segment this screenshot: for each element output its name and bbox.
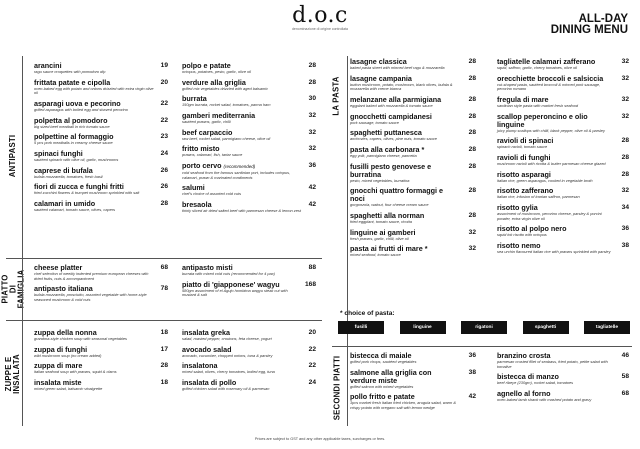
- zuppe-col-2: [182, 329, 316, 396]
- menu-item-name-text: polpetta al pomodoro: [34, 115, 108, 125]
- menu-item-name-text: polpettine al formaggio: [34, 132, 114, 142]
- menu-item-name-text: ravioli di spinaci: [497, 136, 554, 146]
- menu-item-name-text: caprese di bufala: [34, 165, 93, 175]
- menu-item: [497, 171, 629, 184]
- menu-item: [497, 373, 629, 386]
- menu-item-name-text: salumi: [182, 183, 205, 193]
- pasta-col-2: [497, 58, 629, 259]
- menu-item-price: 24: [308, 379, 316, 387]
- menu-item: [350, 393, 476, 410]
- menu-item: [497, 242, 629, 255]
- menu-item-description: sea urchin flavoured italian rice with prawns sprinkled with parsley: [497, 248, 611, 254]
- menu-item-name-text: pasta alla carbonara: [350, 144, 420, 154]
- section-label-antipasti: ANTIPASTI: [8, 134, 17, 178]
- menu-item-description: squid, saffron, garlic, cherry tomatoes, olive oil: [497, 65, 578, 70]
- menu-item: [34, 200, 168, 213]
- menu-item-name-text: pollo fritto e patate: [350, 392, 415, 402]
- menu-item-price: 24: [160, 149, 168, 157]
- menu-item-price: 88: [308, 264, 316, 271]
- menu-item: [34, 133, 168, 146]
- menu-item-description: parmesan crusted fillet of seabass, fried potato, petite salad with tomalive: [497, 359, 608, 369]
- menu-item-description: raw beef, rocket salad, parmigiano cheese, olive oil: [182, 135, 271, 141]
- menu-title-line1: ALL-DAY: [578, 13, 628, 25]
- menu-item-name-text: linguine ai gamberi: [350, 227, 416, 237]
- menu-item-name-text: insalatona: [182, 361, 218, 371]
- menu-item-description: salad, roasted pepper, croutons, feta cheese, yogurt: [182, 336, 272, 341]
- menu-item: [497, 204, 629, 221]
- menu-item-price: 28: [468, 187, 476, 195]
- menu-item-price: 17: [160, 345, 168, 353]
- menu-item-name-text: zuppa di funghi: [34, 344, 88, 354]
- menu-item-price: 20: [160, 78, 168, 86]
- menu-item-price: 22: [160, 99, 168, 107]
- menu-item-price: 42: [308, 184, 316, 192]
- menu-item-name-text: porto cervo: [182, 161, 222, 171]
- menu-item-name-text: calamari in umido: [34, 199, 96, 208]
- menu-item-name-text: fritto misto: [182, 144, 220, 154]
- menu-item-name-text: fiori di zucca e funghi fritti: [34, 182, 124, 192]
- menu-item-description: grilled chicken salad with rosemary oil & parmesan: [182, 386, 270, 392]
- section-label-zuppe-e-insalata: ZUPPE E INSALATA: [4, 354, 21, 394]
- menu-item: [497, 58, 629, 71]
- menu-item: [350, 245, 476, 258]
- menu-item: [350, 129, 476, 142]
- menu-item-price: 26: [160, 166, 168, 174]
- menu-item-price: 28: [468, 129, 476, 137]
- menu-item: [34, 79, 168, 96]
- menu-item-price: 19: [160, 62, 168, 69]
- menu-item-price: 23: [160, 133, 168, 141]
- menu-item-name-text: gnocchi quattro formaggi e noci: [350, 186, 444, 204]
- section-label-secondi-piatti: SECONDI PIATTI: [332, 355, 342, 421]
- menu-item-price: 28: [468, 212, 476, 219]
- menu-item-description: baked pasta sheet with minced beef ragu & mozzarella: [350, 65, 445, 70]
- menu-item: [497, 96, 629, 109]
- menu-item: [350, 163, 476, 184]
- menu-item-description: button mushroom, potato, mushroom, black olives, bufala & mozzarella with creme bianca: [350, 81, 453, 92]
- menu-item: [350, 58, 476, 71]
- menu-item-name: [497, 113, 629, 129]
- menu-item-description: italian rice, green asparagus, cooked in vegetable broth: [497, 177, 593, 183]
- menu-item-price: 68: [621, 389, 629, 397]
- menu-item-name-text: risotto asparagi: [497, 169, 551, 179]
- menu-item: [182, 329, 316, 342]
- secondi-col-2: [497, 352, 629, 407]
- menu-item-price: 28: [468, 74, 476, 82]
- menu-item-price: 36: [621, 225, 629, 233]
- menu-item-name-text: insalata di pollo: [182, 378, 237, 388]
- menu-item: [34, 379, 168, 392]
- menu-item-name-text: beef carpaccio: [182, 127, 233, 137]
- menu-item-description: bufala mozzarella, prosciutto, assorted vegetable with home-style seasoned mushroom & cold cuts: [34, 292, 147, 302]
- menu-item-price: 38: [468, 368, 476, 376]
- menu-item-description: 150gm burrata, rocket salad, tomatoes, parma ham: [182, 102, 271, 108]
- menu-item-description: chef selection of weekly indented premium european cheeses with dried fruits, nuts & accompaniment: [34, 271, 149, 281]
- menu-item-description: grilled asparagus with boiled egg and shaved pecorino: [34, 106, 128, 112]
- menu-title: [551, 14, 628, 36]
- section-label-la-pasta: LA PASTA: [332, 76, 342, 116]
- menu-item: [182, 362, 316, 375]
- menu-item-description: 5 pcs pork meatballs in creamy cheese sauce: [34, 140, 113, 146]
- menu-item-price: 28: [468, 162, 476, 170]
- menu-title-line2: DINING MENU: [550, 24, 628, 36]
- menu-item-name-text: salmone alla griglia con verdure miste: [350, 367, 432, 385]
- menu-item-description: avocado, cucumber, chopped onions, tuna & parsley: [182, 352, 273, 358]
- menu-item-price: 78: [160, 285, 168, 293]
- menu-item-price: 28: [308, 62, 316, 69]
- menu-item: [497, 137, 629, 150]
- menu-item-name-text: bistecca di manzo: [497, 372, 559, 382]
- menu-item-name-text: branzino crosta: [497, 351, 551, 360]
- menu-item-price: 22: [308, 345, 316, 353]
- menu-item-name: [350, 369, 476, 385]
- menu-item: [182, 162, 316, 180]
- menu-item-description: grilled mix vegetables drizzled with aged balsamic: [182, 85, 269, 91]
- menu-item-description: prawns, calamari, fish, tartar sauce: [182, 152, 243, 158]
- menu-item: [34, 117, 168, 130]
- menu-item-price: 28: [621, 170, 629, 178]
- zuppe-col-1: [34, 329, 168, 396]
- menu-item: [34, 362, 168, 375]
- menu-item-price: 28: [621, 137, 629, 145]
- menu-item: [350, 369, 476, 390]
- menu-item: [182, 145, 316, 158]
- menu-item: [182, 79, 316, 92]
- menu-item: [350, 212, 476, 225]
- menu-item-recommended: (recommended): [223, 164, 256, 170]
- menu-item-price: 168: [304, 280, 316, 288]
- menu-item-price: 28: [468, 145, 476, 153]
- menu-item-name-text: insalata greka: [182, 328, 230, 337]
- menu-item-description: burrata with mixed cold cuts (recommended for 4 pax): [182, 271, 275, 276]
- menu-item-name-text: cheese platter: [34, 263, 83, 272]
- menu-item-price: 28: [621, 153, 629, 161]
- logo-mark: d.o.c: [292, 3, 348, 28]
- menu-item-name-text: arancini: [34, 61, 62, 70]
- menu-item-name-text: fregula di mare: [497, 94, 549, 104]
- menu-item-price: 46: [621, 352, 629, 359]
- menu-item-name-text: gnocchetti campidanesi: [350, 111, 432, 121]
- menu-item-description: sautéed calamari, tomato sauce, olives, capers: [34, 207, 116, 212]
- menu-item-price: 28: [308, 78, 316, 86]
- menu-item-price: 18: [160, 329, 168, 336]
- menu-item-price: 30: [308, 95, 316, 103]
- menu-item-price: 42: [468, 393, 476, 401]
- menu-item-price: 32: [621, 95, 629, 103]
- menu-item-description: 580gm assortment of el Agujo hombima wagyu steak cut with mustard & salt: [182, 287, 288, 298]
- menu-item-name-text: burrata: [182, 94, 207, 104]
- menu-item-description: sautéed prawns, garlic, chilli: [182, 119, 231, 125]
- menu-item: [182, 95, 316, 108]
- menu-item-description: sardinian style pasta with market fresh seafood: [497, 102, 579, 108]
- menu-item: [182, 379, 316, 392]
- menu-item: [34, 264, 168, 281]
- section-label-piatto-di-famiglia: PIATTO DI FAMIGLIA: [0, 269, 26, 309]
- menu-item-description: mixed salad, olives, cherry tomatoes, boiled egg, tuna: [182, 369, 275, 375]
- menu-item-price: 34: [621, 204, 629, 211]
- menu-item: [34, 285, 168, 302]
- menu-item: [182, 184, 316, 197]
- menu-item-price: 28: [468, 112, 476, 120]
- menu-item-description: sautéed spinach with olive oil, garlic, mushrooms: [34, 156, 119, 162]
- menu-item-description: pesto, mixed vegetables, burratina: [350, 177, 410, 183]
- menu-item-name-text: melanzane alla parmigiana: [350, 94, 442, 104]
- logo-tagline: denominazione di origine controllata: [291, 27, 349, 31]
- menu-item: [350, 187, 476, 208]
- pasta-option-rigatoni: rigatoni: [461, 321, 507, 334]
- menu-item-name: [350, 163, 476, 179]
- menu-item: [497, 352, 629, 369]
- pasta-option-tagliatelle: tagliatelle: [584, 321, 630, 334]
- menu-item: [34, 167, 168, 180]
- menu-item-description: mixed green salad, balsamic vinaigrette: [34, 386, 103, 392]
- menu-item: [182, 112, 316, 125]
- pasta-col-1: [350, 58, 476, 262]
- menu-item-price: 32: [621, 112, 629, 120]
- menu-item-name-text: bistecca di maiale: [350, 351, 412, 360]
- menu-item-name-text: pasta ai frutti di mare: [350, 244, 423, 254]
- menu-item-price: 28: [468, 58, 476, 65]
- menu-item-description: egg yolk, parmigiano cheese, pancetta: [350, 152, 417, 158]
- menu-item: [34, 150, 168, 163]
- menu-item: [182, 264, 316, 277]
- menu-item-price: 36: [468, 352, 476, 359]
- menu-item: [350, 75, 476, 92]
- menu-item-description: oven-baked lamb shank with mashed potato and gravy: [497, 396, 592, 402]
- menu-item-name-text: orecchiette broccoli e salsiccia: [497, 73, 604, 83]
- menu-item-description: ragu sauce croquettes with pomodoro dip: [34, 69, 106, 74]
- menu-item-name-text: agnello al forno: [497, 388, 551, 398]
- menu-item-price: 38: [621, 241, 629, 249]
- menu-item: [182, 346, 316, 359]
- menu-item-description: pork sausage, tomato sauce: [350, 119, 399, 125]
- menu-item-description: fried eggplant, tomato sauce, ricotta: [350, 219, 412, 224]
- menu-item-name-text: zuppa di mare: [34, 361, 83, 371]
- menu-item-name-text: spaghetti puttanesca: [350, 128, 422, 138]
- menu-item-name-text: frittata patate e cipolla: [34, 77, 111, 87]
- menu-item-description: fresh prawns, garlic, chilli, olive oil: [350, 235, 409, 241]
- menu-item: [497, 154, 629, 167]
- menu-item-price: 36: [308, 162, 316, 170]
- menu-item: [350, 146, 476, 159]
- menu-item: [34, 346, 168, 359]
- menu-item: [182, 129, 316, 142]
- pasta-choice-list: [338, 321, 630, 334]
- menu-item-description: wild mushroom soup (no cream added): [34, 352, 102, 358]
- menu-item-name-text: risotto nemo: [497, 240, 541, 250]
- menu-item-name-text: risotto zafferano: [497, 186, 554, 196]
- menu-item-description: squid ink risotto with octopus: [497, 232, 547, 238]
- menu-item-description: chef's choice of assorted cold cuts: [182, 191, 242, 197]
- menu-item-price: 26: [160, 183, 168, 191]
- menu-item-price: 42: [308, 201, 316, 208]
- menu-item-description: fried zucchini flowers & trumpet mushroom sprinkled with salt: [34, 190, 140, 196]
- menu-item-name-text: spaghetti alla norman: [350, 211, 425, 220]
- menu-item: [182, 201, 316, 214]
- menu-item-name-text: ravioli di funghi: [497, 152, 551, 162]
- menu-item: [34, 62, 168, 75]
- famiglia-col-1: [34, 264, 168, 306]
- menu-item-price: 32: [308, 112, 316, 120]
- menu-item-name-text: lasagne campania: [350, 73, 412, 83]
- menu-item-price: 32: [308, 145, 316, 153]
- menu-item-price: 68: [160, 264, 168, 271]
- menu-item-description: oven-baked egg with potato and onions drizzled with extra virgin olive oil: [34, 85, 154, 96]
- menu-item-name-text: piatto di 'giapponese' wagyu: [182, 279, 280, 289]
- menu-item: [34, 100, 168, 113]
- menu-item: [182, 62, 316, 75]
- menu-item-name-text: gamberi mediterrania: [182, 111, 256, 121]
- menu-item-price: 22: [160, 116, 168, 124]
- left-divider: [22, 56, 23, 426]
- menu-item-description: assortment of mushroom, pecorino cheese, parsley & porcini powder, extra virgin olive oil: [497, 211, 602, 221]
- menu-item-price: 28: [160, 362, 168, 370]
- menu-item-description: spinach ravioli, tomato sauce: [497, 144, 548, 150]
- rule-famiglia-end: [6, 320, 322, 321]
- menu-item-price: 20: [308, 329, 316, 336]
- menu-item-price: 32: [621, 187, 629, 195]
- menu-item-description: grilled pork chops, sautéed vegetables: [350, 359, 417, 364]
- menu-item-name-text: bresaola: [182, 200, 212, 209]
- menu-item-description: grandma-style chicken soup with seasonal vegetables: [34, 336, 127, 341]
- menu-item-description: grilled salmon with mixed vegetables: [350, 383, 414, 389]
- menu-item-description: beef ribeye (230gm), rocket salad, tomatoes: [497, 380, 574, 386]
- menu-item: [350, 352, 476, 365]
- logo: [280, 5, 360, 32]
- menu-item-description: thinly sliced air dried salted beef with parmesan cheese & lemon zest: [182, 208, 301, 213]
- antipasti-col-2: [182, 62, 316, 218]
- rule-antipasti-end: [6, 258, 322, 259]
- menu-item-price: 32: [468, 228, 476, 236]
- menu-item-name-text: tagliatelle calamari zafferano: [497, 57, 596, 66]
- menu-item-name-text: insalata miste: [34, 378, 82, 388]
- pasta-choice-label: * choice of pasta:: [340, 310, 395, 317]
- menu-item-description: bufala mozzarella, tomatoes, fresh basil: [34, 173, 103, 179]
- pasta-divider: [347, 56, 348, 426]
- menu-item-name-text: avocado salad: [182, 344, 232, 354]
- menu-item-price: 32: [308, 128, 316, 136]
- menu-item-price: 28: [160, 200, 168, 207]
- menu-item-description: juicy plump scallops with chilli, black pepper, olive oil & parsley: [497, 127, 605, 133]
- menu-item-name-text: antipasto italiana: [34, 284, 93, 294]
- menu-item-description: eggplant baked with mozzarella & tomato sauce: [350, 102, 433, 108]
- menu-item-description: octopus, potatoes, pesto, garlic, olive oil: [182, 69, 251, 74]
- menu-item-price: 58: [621, 373, 629, 381]
- menu-item-name-text: scallop peperoncino e olio linguine: [497, 111, 588, 129]
- menu-item-name-text: verdure alla griglia: [182, 77, 246, 87]
- menu-item-name-text: asparagi uova e pecorino: [34, 98, 121, 108]
- footer-note: Prices are subject to GST and any other applicable taxes, surcharges or fees.: [254, 437, 386, 441]
- menu-item-name-text: fusilli pesto genovese e burratina: [350, 161, 432, 179]
- menu-item: [497, 225, 629, 238]
- pasta-option-linguine: linguine: [400, 321, 446, 334]
- pasta-option-fusilli: fusilli: [338, 321, 384, 334]
- menu-item: [34, 183, 168, 196]
- menu-item: [350, 229, 476, 242]
- menu-item-description: cold seafood from the famous sardinian port, includes octopus, calamari, prawn & marinated condiments: [182, 170, 291, 180]
- menu-item-name: pasta alla carbonara *: [350, 144, 425, 154]
- menu-item-description: italian rice, infusion of iranian saffron, parmesan: [497, 194, 580, 200]
- menu-item-name-text: risotto al polpo nero: [497, 224, 567, 234]
- menu-item: [497, 75, 629, 92]
- menu-item-price: 32: [468, 245, 476, 253]
- menu-item-name: pasta ai frutti di mare *: [350, 244, 428, 254]
- menu-item-description: gorgonzola, walnut, four cheese cream sauce: [350, 202, 429, 208]
- menu-item-description: anchovies, capers, olives, pine nuts, tomato sauce: [350, 136, 437, 142]
- menu-item-name-text: risotto gylia: [497, 203, 538, 212]
- menu-item: [497, 390, 629, 403]
- menu-item: [350, 96, 476, 109]
- antipasti-col-1: [34, 62, 168, 217]
- menu-item-price: 28: [468, 95, 476, 103]
- menu-item: [497, 187, 629, 200]
- famiglia-col-2: [182, 264, 316, 302]
- pasta-option-spaghetti: spaghetti: [523, 321, 569, 334]
- rule-pasta-end: [332, 346, 632, 347]
- menu-item-price: 32: [621, 58, 629, 65]
- menu-item-name: [350, 187, 476, 203]
- menu-item-description: mushroom ravioli with ricotta & butter parmesan cheese glazed: [497, 160, 606, 166]
- menu-item: [497, 113, 629, 134]
- menu-item: [182, 281, 316, 298]
- menu-item-description: 3pcs market fresh italian fried chicken, arugula salad, warm & crispy potato with oregano salt with lemon wedge: [350, 400, 456, 410]
- menu-item-description: cut-shaped pasta, sautéed broccoli & minced pork sausage, pecorino romano: [497, 81, 601, 92]
- menu-item-name-text: spinaci funghi: [34, 148, 83, 158]
- menu-item-price: 22: [308, 362, 316, 370]
- menu-item: [350, 113, 476, 126]
- menu-item-description: big sized beef meatball in rich tomato sauce: [34, 123, 110, 129]
- menu-item-name-text: polpo e patate: [182, 61, 231, 70]
- secondi-col-1: [350, 352, 476, 415]
- menu-item-price: 32: [621, 74, 629, 82]
- menu-item-description: italian seafood soup with prawns, squid & clams: [34, 369, 117, 375]
- menu-item-name-text: zuppa della nonna: [34, 328, 97, 337]
- menu-item: [34, 329, 168, 342]
- menu-item-name-text: lasagne classica: [350, 57, 407, 66]
- menu-item-description: mixed seafood, tomato sauce: [350, 252, 401, 258]
- menu-item-name-text: antipasto misti: [182, 263, 233, 272]
- menu-item-price: 18: [160, 379, 168, 387]
